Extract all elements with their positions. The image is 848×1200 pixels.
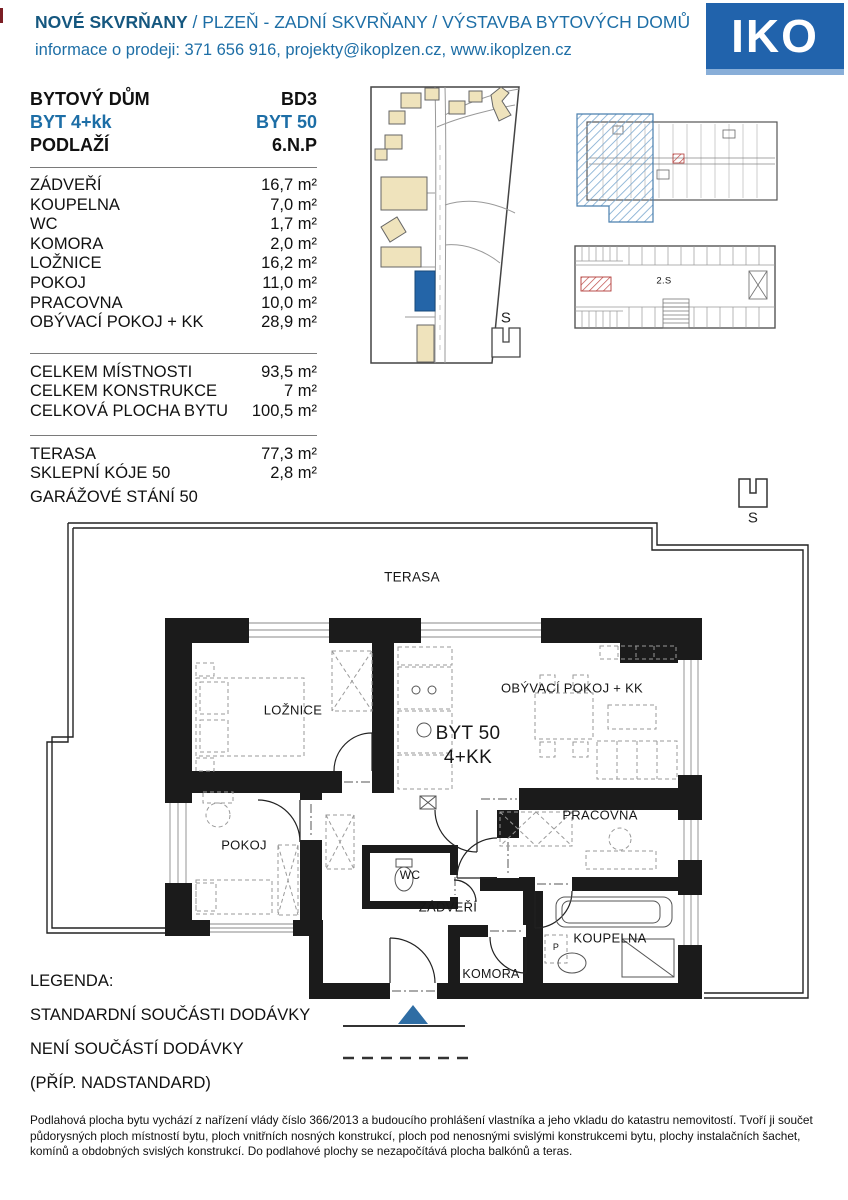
room-label-wc: WC bbox=[399, 868, 421, 882]
room-row: POKOJ 11,0 m² bbox=[30, 273, 317, 292]
washer-label: P bbox=[552, 942, 560, 952]
apartment-number-label: BYT 50 bbox=[435, 723, 501, 744]
room-row: LOŽNICE 16,2 m² bbox=[30, 254, 317, 273]
info-row bbox=[30, 111, 317, 134]
room-label-loznice: LOŽNICE bbox=[263, 702, 323, 718]
room-row: KOMORA 2,0 m² bbox=[30, 234, 317, 253]
apartment-info-panel bbox=[30, 88, 317, 507]
page-title bbox=[35, 12, 690, 33]
plan-compass-icon bbox=[737, 477, 769, 509]
iko-logo bbox=[706, 3, 844, 69]
unit-shaft-mark bbox=[673, 154, 684, 163]
iko-logo-band bbox=[706, 69, 844, 75]
total-row: CELKEM KONSTRUKCE 7 m² bbox=[30, 382, 317, 401]
room-row: PRACOVNA 10,0 m² bbox=[30, 293, 317, 312]
terrace-label: TERASA bbox=[384, 569, 440, 585]
room-label-koupelna: KOUPELNA bbox=[573, 930, 647, 946]
info-value: BD3 bbox=[280, 89, 317, 109]
footer-note: Podlahová plocha bytu vychází z nařízení vlády číslo 366/2013 a budoucího prohlášení vlastníka a jeho vkladu do katastru nemovitostí. Tvoří ji součet půdorysných ploch místností bytu, ploch vnitřních nosných konstrukcí, ploch pod nenosnými svislými konstrukcemi bytu, plochy instalačních šachet, komínů a obdobných svislých konstrukcí. Do podlahové plochy se nezapočítává plocha balkónů a teras. bbox=[30, 1113, 813, 1159]
plan-compass-label: S bbox=[747, 509, 759, 527]
divider bbox=[30, 353, 317, 354]
garage-level-label: 2.S bbox=[656, 275, 672, 287]
legend-dashed-line bbox=[343, 1054, 469, 1062]
room-row: KOUPELNA 7,0 m² bbox=[30, 195, 317, 214]
apartment-layout-label: 4+KK bbox=[443, 747, 493, 768]
room-label-pracovna: PRACOVNA bbox=[562, 807, 638, 823]
site-compass-icon bbox=[492, 328, 520, 357]
info-row bbox=[30, 134, 317, 157]
legend-title: LEGENDA: bbox=[30, 972, 114, 990]
info-label: BYTOVÝ DŮM bbox=[30, 89, 150, 109]
extra-row: GARÁŽOVÉ STÁNÍ 50 bbox=[30, 487, 198, 506]
info-value: BYT 50 bbox=[255, 112, 317, 132]
legend-item-standard: STANDARDNÍ SOUČÁSTI DODÁVKY bbox=[30, 1006, 311, 1024]
project-subtitle: / PLZEŇ - ZADNÍ SKVRŇANY / VÝSTAVBA BYTOVÝCH DOMŮ bbox=[187, 12, 691, 32]
info-row bbox=[30, 88, 317, 111]
info-label: PODLAŽÍ bbox=[30, 135, 109, 155]
apartment-floor-plan bbox=[0, 515, 848, 1010]
room-label-obyvaci-pokoj: OBÝVACÍ POKOJ + KK bbox=[500, 680, 644, 696]
room-row: WC 1,7 m² bbox=[30, 215, 317, 234]
highlighted-building bbox=[415, 271, 435, 311]
room-row: ZÁDVEŘÍ 16,7 m² bbox=[30, 176, 317, 194]
legend-item-not-included: NENÍ SOUČÁSTÍ DODÁVKY bbox=[30, 1040, 244, 1058]
extra-row: SKLEPNÍ KÓJE 50 2,8 m² bbox=[30, 464, 317, 483]
site-compass-label: S bbox=[500, 309, 512, 327]
room-label-pokoj: POKOJ bbox=[221, 837, 267, 853]
room-label-komora: KOMORA bbox=[462, 967, 520, 981]
extra-row: TERASA 77,3 m² bbox=[30, 444, 317, 463]
cellar-box-mark bbox=[581, 277, 611, 291]
room-label-zadveri: ZÁDVEŘÍ bbox=[418, 899, 478, 915]
divider bbox=[30, 435, 317, 436]
room-row: OBÝVACÍ POKOJ + KK 28,9 m² bbox=[30, 313, 317, 332]
divider bbox=[30, 167, 317, 168]
building-overview-plan bbox=[573, 106, 791, 232]
total-row: CELKOVÁ PLOCHA BYTU 100,5 m² bbox=[30, 401, 317, 420]
highlighted-apartment-area bbox=[577, 114, 653, 222]
contact-line: informace o prodeji: 371 656 916, projekty@ikoplzen.cz, www.ikoplzen.cz bbox=[35, 41, 572, 59]
iko-logo-text: IKO bbox=[731, 10, 819, 62]
legend-solid-line bbox=[343, 1022, 465, 1030]
garage-plan bbox=[573, 243, 778, 333]
total-row: CELKEM MÍSTNOSTI 93,5 m² bbox=[30, 362, 317, 381]
legend-item-nadstandard: (PŘÍP. NADSTANDARD) bbox=[30, 1074, 211, 1092]
edge-mark bbox=[0, 8, 3, 23]
project-name: NOVÉ SKVRŇANY bbox=[35, 12, 188, 32]
info-value: 6.N.P bbox=[271, 135, 317, 155]
info-label: BYT 4+kk bbox=[30, 112, 112, 132]
